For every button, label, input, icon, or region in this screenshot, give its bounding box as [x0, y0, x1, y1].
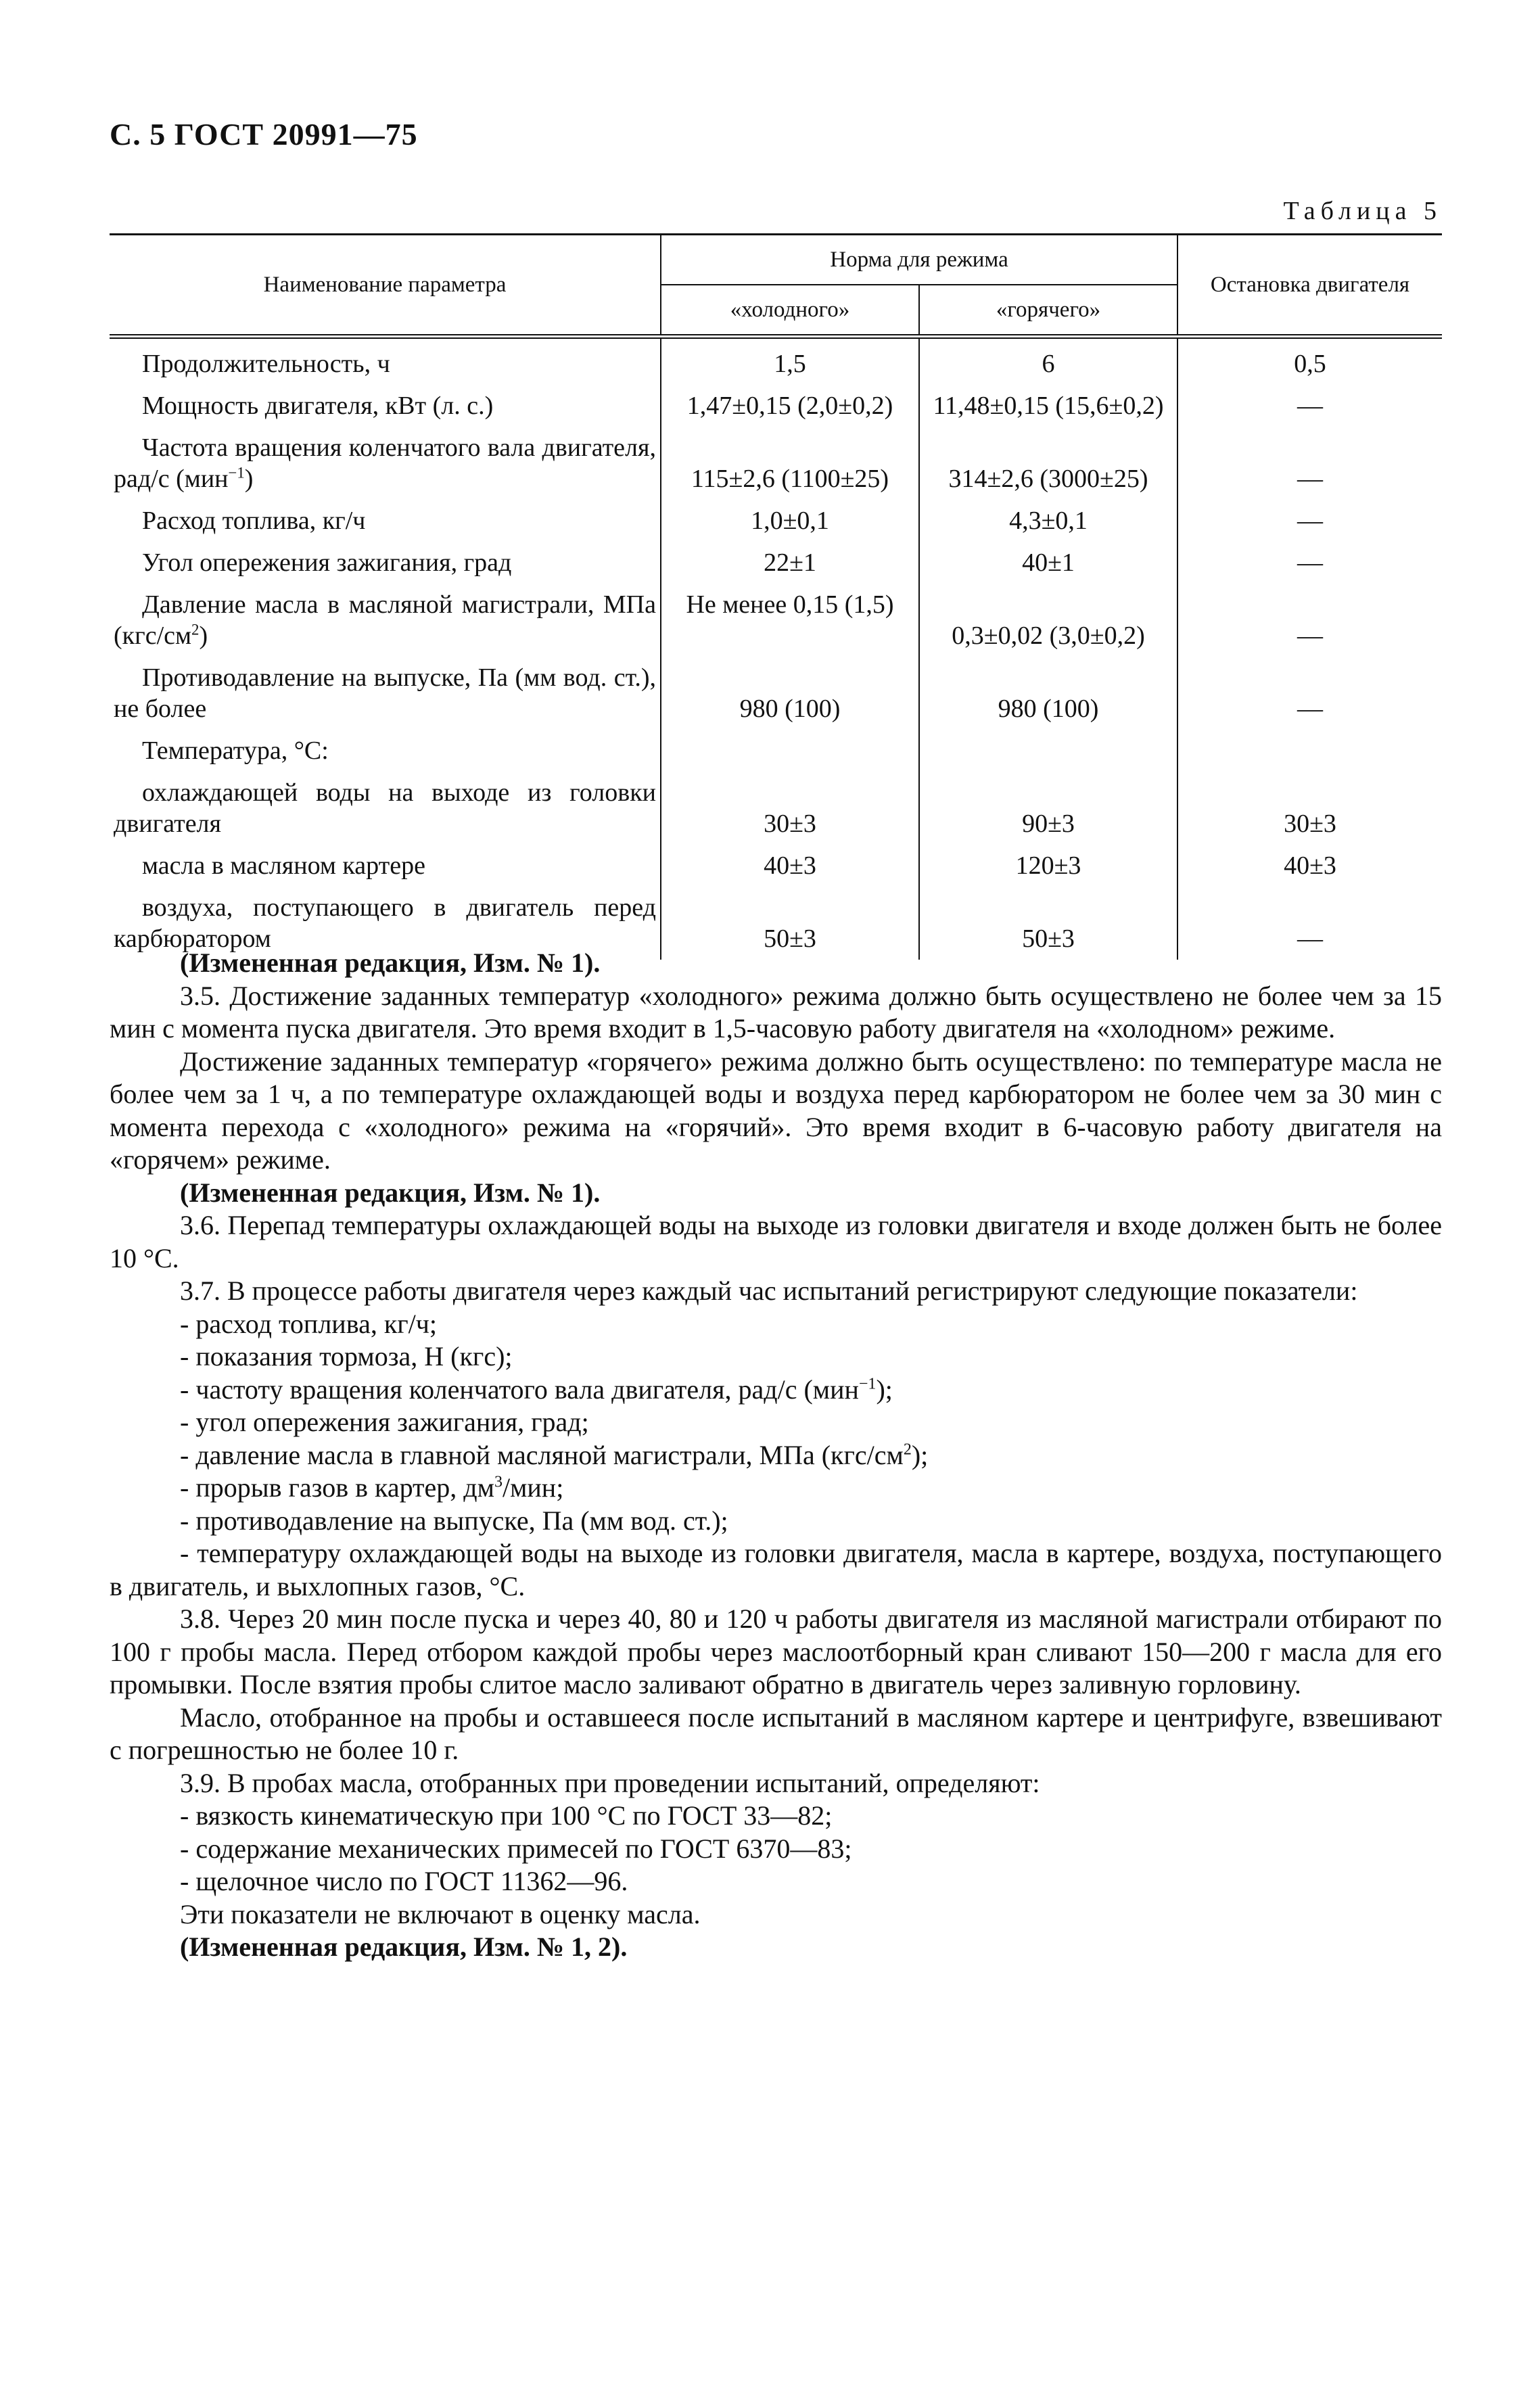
list-item: - противодавление на выпуске, Па (мм вод. ст.); — [180, 1505, 728, 1536]
list-item: - давление масла в главной масляной магистрали, МПа $(кгс/см^2)$; — [180, 1439, 929, 1470]
header-param: Наименование параметра — [110, 235, 661, 337]
cold-cell: 1,47±0,15 (2,0±0,2) — [661, 385, 919, 427]
hot-cell — [919, 730, 1177, 772]
param-cell: Угол опережения зажигания, град — [142, 548, 512, 577]
table-row — [110, 730, 1442, 772]
stop-cell: — — [1177, 427, 1442, 500]
param-cell: Температура, °С: — [142, 736, 329, 765]
cold-cell: 22±1 — [661, 542, 919, 584]
stop-cell: — — [1177, 657, 1442, 730]
cold-cell: 30±3 — [661, 772, 919, 845]
list-item: - щелочное число по ГОСТ 11362—96. — [180, 1866, 628, 1896]
amendment-note: (Измененная редакция, Изм. № 1). — [180, 1177, 601, 1208]
header-norm: Норма для режима — [661, 235, 1177, 285]
cold-cell — [661, 730, 919, 772]
page-header: С. 5 ГОСТ 20991—75 — [110, 117, 418, 151]
hot-cell: 6 — [919, 337, 1177, 385]
hot-cell: 0,3±0,02 (3,0±0,2) — [919, 584, 1177, 657]
table-row — [110, 845, 1442, 887]
hot-cell: 4,3±0,1 — [919, 500, 1177, 542]
paragraph-3-7: 3.7. В процессе работы двигателя через каждый час испытаний регистрируют следующие показатели: — [180, 1275, 1358, 1306]
paragraph-3-8: 3.8. Через 20 мин после пуска и через 40, 80 и 120 ч работы двигателя из масляной магистрали отбирают по 100 г пробы масла. Перед отбором каждой пробы через маслоотборный кран сливают 150—200 г масла для его промывки. После взятия пробы слитое масло заливают обратно в двигатель через заливную горловину. — [110, 1603, 1442, 1700]
cold-cell: 980 (100) — [661, 657, 919, 730]
hot-cell: 50±3 — [919, 887, 1177, 960]
paragraph-3-5: 3.5. Достижение заданных температур «холодного» режима должно быть осуществлено не более чем за 15 мин с момента пуска двигателя. Это время входит в 1,5-часовую работу двигателя на «холодном» режиме. — [110, 980, 1442, 1044]
stop-cell: — — [1177, 542, 1442, 584]
stop-cell: — — [1177, 887, 1442, 960]
stop-cell: — — [1177, 385, 1442, 427]
list-item: - угол опережения зажигания, град; — [180, 1407, 589, 1437]
cold-cell: 1,0±0,1 — [661, 500, 919, 542]
hot-cell: 980 (100) — [919, 657, 1177, 730]
param-cell: охлаждающей воды на выходе из головки двигателя — [114, 778, 656, 838]
hot-cell: 314±2,6 (3000±25) — [919, 427, 1177, 500]
cold-cell: 50±3 — [661, 887, 919, 960]
table-row — [110, 500, 1442, 542]
header-cold: «холодного» — [661, 285, 919, 337]
stop-cell — [1177, 730, 1442, 772]
stop-cell: 40±3 — [1177, 845, 1442, 887]
table-row — [110, 337, 1442, 385]
table-row — [110, 542, 1442, 584]
stop-cell: — — [1177, 500, 1442, 542]
cold-cell: Не менее 0,15 (1,5) — [661, 584, 919, 657]
param-cell: Продолжительность, ч — [142, 350, 390, 378]
param-cell: Мощность двигателя, кВт (л. с.) — [142, 392, 494, 420]
stop-cell: 30±3 — [1177, 772, 1442, 845]
paragraph-3-5-cont: Достижение заданных температур «горячего» режима должно быть осуществлено: по температуре масла не более чем за 1 ч, а по температуре охлаждающей воды и воздуха перед карбюратором не более чем за 30 мин с момента перехода с «холодного» режима на «горячий». Это время входит в 6-часовую работу двигателя на «горячем» режиме. — [110, 1046, 1442, 1175]
cold-cell: 115±2,6 (1100±25) — [661, 427, 919, 500]
param-cell: Частота вращения коленчатого вала двигателя, рад/с (мин$^{-1}$) — [114, 434, 656, 493]
table-row — [110, 427, 1442, 500]
list-item: - прорыв газов в картер, $дм^3$/мин; — [180, 1472, 564, 1503]
body-text — [110, 947, 1442, 1964]
parameters-table — [110, 233, 1442, 960]
list-item: - показания тормоза, Н (кгс); — [180, 1341, 513, 1372]
amendment-note: (Измененная редакция, Изм. № 1). — [180, 947, 601, 978]
hot-cell: 120±3 — [919, 845, 1177, 887]
param-cell: воздуха, поступающего в двигатель перед карбюратором — [114, 893, 656, 953]
stop-cell: — — [1177, 584, 1442, 657]
hot-cell: 11,48±0,15 (15,6±0,2) — [919, 385, 1177, 427]
paragraph-3-9: 3.9. В пробах масла, отобранных при проведении испытаний, определяют: — [180, 1767, 1040, 1798]
amendment-note: (Измененная редакция, Изм. № 1, 2). — [180, 1931, 628, 1962]
table-row — [110, 385, 1442, 427]
param-cell: Давление масла в масляной магистрали, МПа $(кгс/см^2)$ — [114, 590, 656, 650]
hot-cell: 40±1 — [919, 542, 1177, 584]
param-cell: масла в масляном картере — [142, 851, 426, 880]
list-item: - температуру охлаждающей воды на выходе из головки двигателя, масла в картере, воздуха, поступающего в двигатель, и выхлопных газов, °С. — [110, 1538, 1442, 1601]
header-stop: Остановка двигателя — [1177, 235, 1442, 337]
list-item: - частоту вращения коленчатого вала двигателя, рад/с (мин$^{-1}$); — [180, 1374, 893, 1405]
list-item: - содержание механических примесей по ГОСТ 6370—83; — [180, 1833, 852, 1864]
param-cell: Расход топлива, кг/ч — [142, 507, 366, 535]
paragraph-3-8-cont: Масло, отобранное на пробы и оставшееся после испытаний в масляном картере и центрифуге, взвешивают с погрешностью не более 10 г. — [110, 1702, 1442, 1765]
table-caption: Таблица 5 — [1283, 197, 1442, 225]
header-hot: «горячего» — [919, 285, 1177, 337]
stop-cell: 0,5 — [1177, 337, 1442, 385]
paragraph-3-6: 3.6. Перепад температуры охлаждающей воды на выходе из головки двигателя и входе должен быть не более 10 °С. — [110, 1210, 1442, 1273]
paragraph-3-9-note: Эти показатели не включают в оценку масла. — [180, 1898, 701, 1929]
cold-cell: 40±3 — [661, 845, 919, 887]
table-row — [110, 584, 1442, 657]
list-item: - расход топлива, кг/ч; — [180, 1308, 437, 1339]
hot-cell: 90±3 — [919, 772, 1177, 845]
table-row — [110, 657, 1442, 730]
cold-cell: 1,5 — [661, 337, 919, 385]
param-cell: Противодавление на выпуске, Па (мм вод. ст.), не более — [114, 663, 656, 723]
table-row — [110, 772, 1442, 845]
list-item: - вязкость кинематическую при 100 °С по ГОСТ 33—82; — [180, 1800, 833, 1831]
